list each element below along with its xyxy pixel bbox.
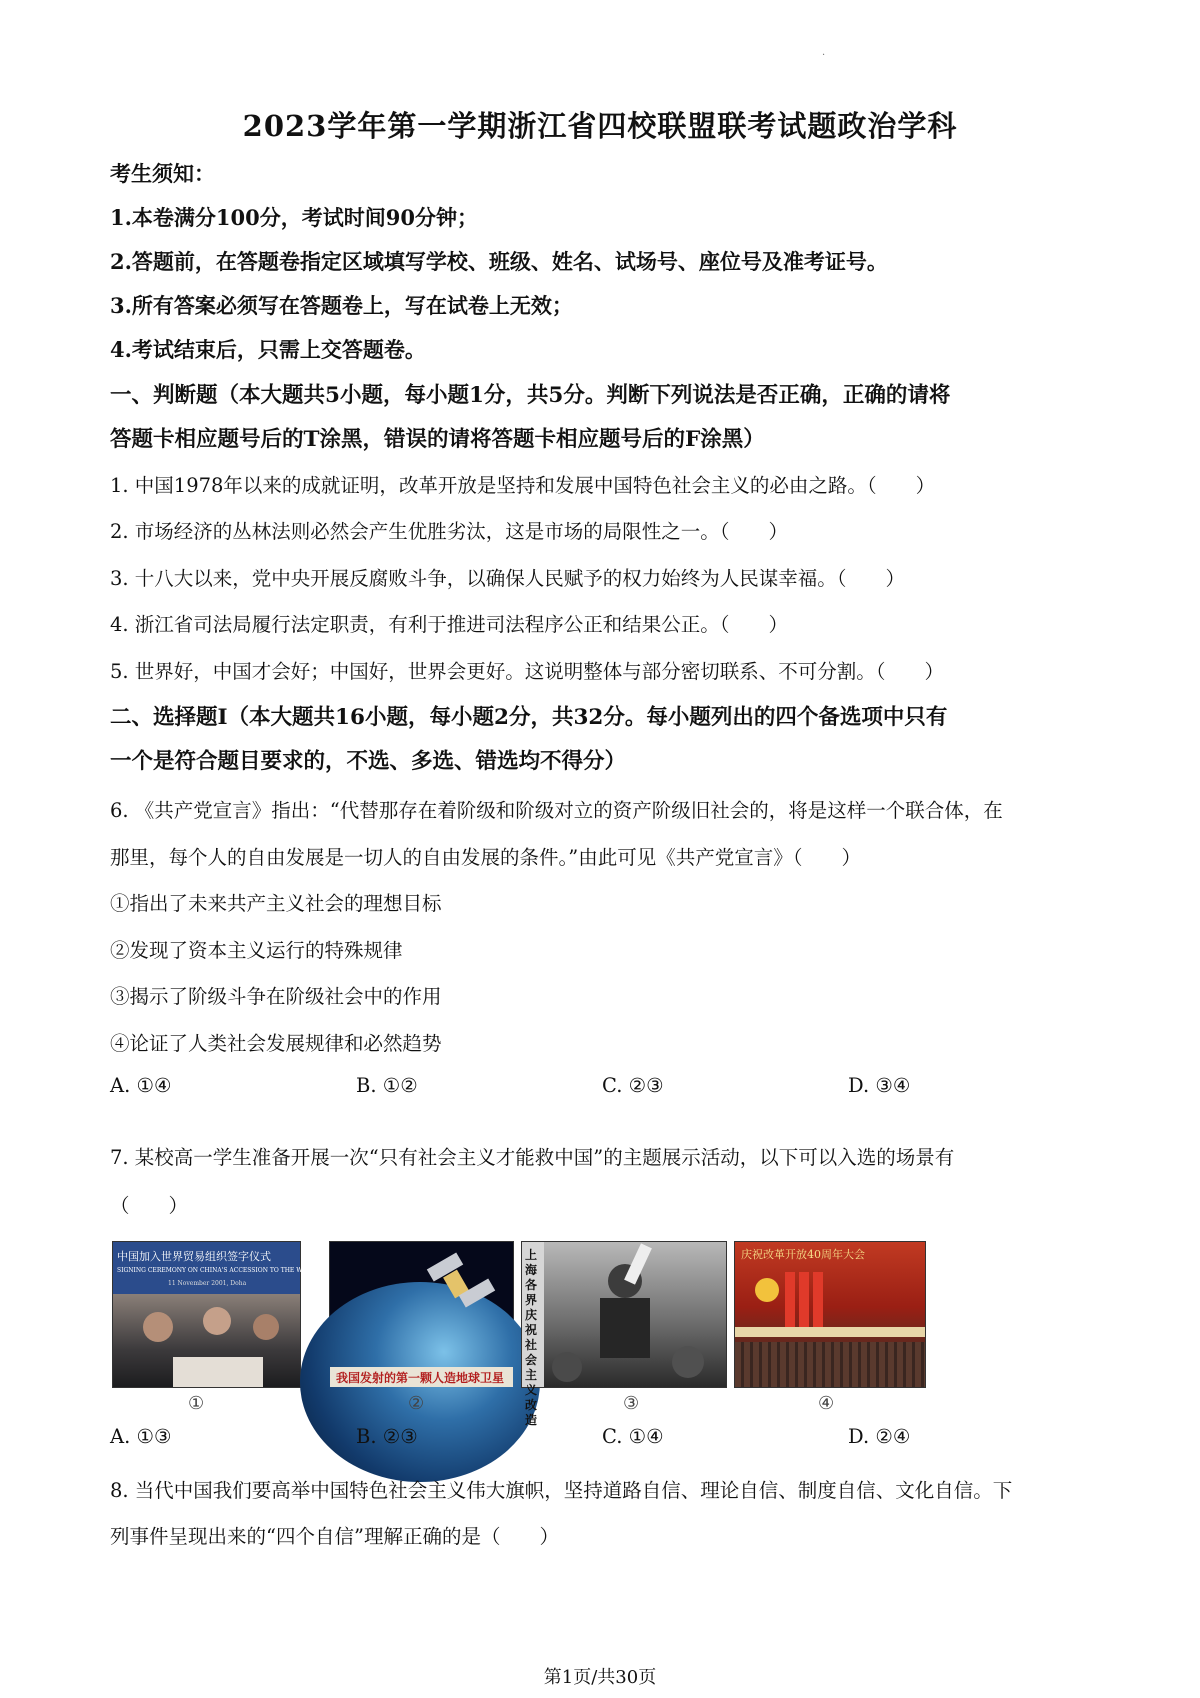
section2-heading: 二、选择题Ⅰ（本大题共16小题，每小题2分，共32分。每小题列出的四个备选项中只有 bbox=[110, 705, 948, 730]
photo-satellite: 我国发射的第一颗人造地球卫星 bbox=[329, 1241, 514, 1388]
q6-statement-3: ③揭示了阶级斗争在阶级社会中的作用 bbox=[110, 985, 442, 1008]
q6-statement-2: ②发现了资本主义运行的特殊规律 bbox=[110, 939, 403, 962]
tf-question-5: 5. 世界好，中国才会好；中国好，世界会更好。这说明整体与部分密切联系、不可分割。（ ） bbox=[110, 660, 945, 683]
photo-great-hall: 庆祝改革开放40周年大会 bbox=[734, 1241, 926, 1388]
option-a: A. ①④ bbox=[110, 1074, 172, 1097]
q6-statement-4: ④论证了人类社会发展规律和必然趋势 bbox=[110, 1032, 442, 1055]
option-d: D. ③④ bbox=[848, 1074, 911, 1097]
photo-wto-signing: 中国加入世界贸易组织签字仪式 SIGNING CEREMONY ON CHINA'S ACCESSION TO THE WTO 11 November 2001, Doha bbox=[112, 1241, 301, 1388]
option-d: D. ②④ bbox=[848, 1425, 911, 1448]
page-footer: 第1页/共30页 bbox=[543, 1667, 657, 1688]
section2-heading-cont: 一个是符合题目要求的，不选、多选、错选均不得分） bbox=[110, 749, 627, 774]
tf-question-2: 2. 市场经济的丛林法则必然会产生优胜劣汰，这是市场的局限性之一。（ ） bbox=[110, 520, 789, 543]
notice-item: 4.考试结束后，只需上交答题卷。 bbox=[110, 337, 426, 362]
q6-statement-1: ①指出了未来共产主义社会的理想目标 bbox=[110, 892, 442, 915]
q7-stem-cont: （ ） bbox=[110, 1194, 189, 1217]
q6-stem-cont: 那里，每个人的自由发展是一切人的自由发展的条件。”由此可见《共产党宣言》（ ） bbox=[110, 846, 861, 869]
tf-question-3: 3. 十八大以来，党中央开展反腐败斗争，以确保人民赋予的权力始终为人民谋幸福。（ ） bbox=[110, 567, 906, 590]
tf-question-4: 4. 浙江省司法局履行法定职责，有利于推进司法程序公正和结果公正。（ ） bbox=[110, 613, 789, 636]
tf-question-1: 1. 中国1978年以来的成就证明，改革开放是坚持和发展中国特色社会主义的必由之路。（ ） bbox=[110, 474, 936, 497]
photo-caption-1: ① bbox=[188, 1393, 205, 1414]
option-c: C. ①④ bbox=[602, 1425, 664, 1448]
photo-caption-4: ④ bbox=[818, 1393, 835, 1414]
q8-stem: 8. 当代中国我们要高举中国特色社会主义伟大旗帜，坚持道路自信、理论自信、制度自信、文化自信。下 bbox=[110, 1479, 1013, 1502]
photo-caption-3: ③ bbox=[623, 1393, 640, 1414]
scan-dot: · bbox=[822, 50, 826, 61]
option-a: A. ①③ bbox=[110, 1425, 172, 1448]
photo-historic-celebration: 上海各界庆祝社会主义改造 bbox=[521, 1241, 727, 1388]
option-b: B. ②③ bbox=[356, 1425, 418, 1448]
notice-item: 1.本卷满分100分，考试时间90分钟； bbox=[110, 205, 478, 230]
q8-stem-cont: 列事件呈现出来的“四个自信”理解正确的是（ ） bbox=[110, 1525, 559, 1548]
photo-caption-2: ② bbox=[408, 1393, 425, 1414]
notice-heading: 考生须知： bbox=[110, 161, 215, 186]
page-title: 2023学年第一学期浙江省四校联盟联考试题政治学科 bbox=[242, 109, 958, 143]
option-c: C. ②③ bbox=[602, 1074, 664, 1097]
notice-item: 2.答题前，在答题卷指定区域填写学校、班级、姓名、试场号、座位号及准考证号。 bbox=[110, 249, 888, 274]
q6-stem: 6. 《共产党宣言》指出：“代替那存在着阶级和阶级对立的资产阶级旧社会的，将是这样一个联合体，在 bbox=[110, 799, 1003, 822]
section1-heading: 一、判断题（本大题共5小题，每小题1分，共5分。判断下列说法是否正确，正确的请将 bbox=[110, 383, 951, 408]
section1-heading-cont: 答题卡相应题号后的T涂黑，错误的请将答题卡相应题号后的F涂黑） bbox=[110, 427, 765, 452]
notice-item: 3.所有答案必须写在答题卷上，写在试卷上无效； bbox=[110, 293, 573, 318]
option-b: B. ①② bbox=[356, 1074, 418, 1097]
q7-stem: 7. 某校高一学生准备开展一次“只有社会主义才能救中国”的主题展示活动，以下可以入选的场景有 bbox=[110, 1146, 955, 1169]
